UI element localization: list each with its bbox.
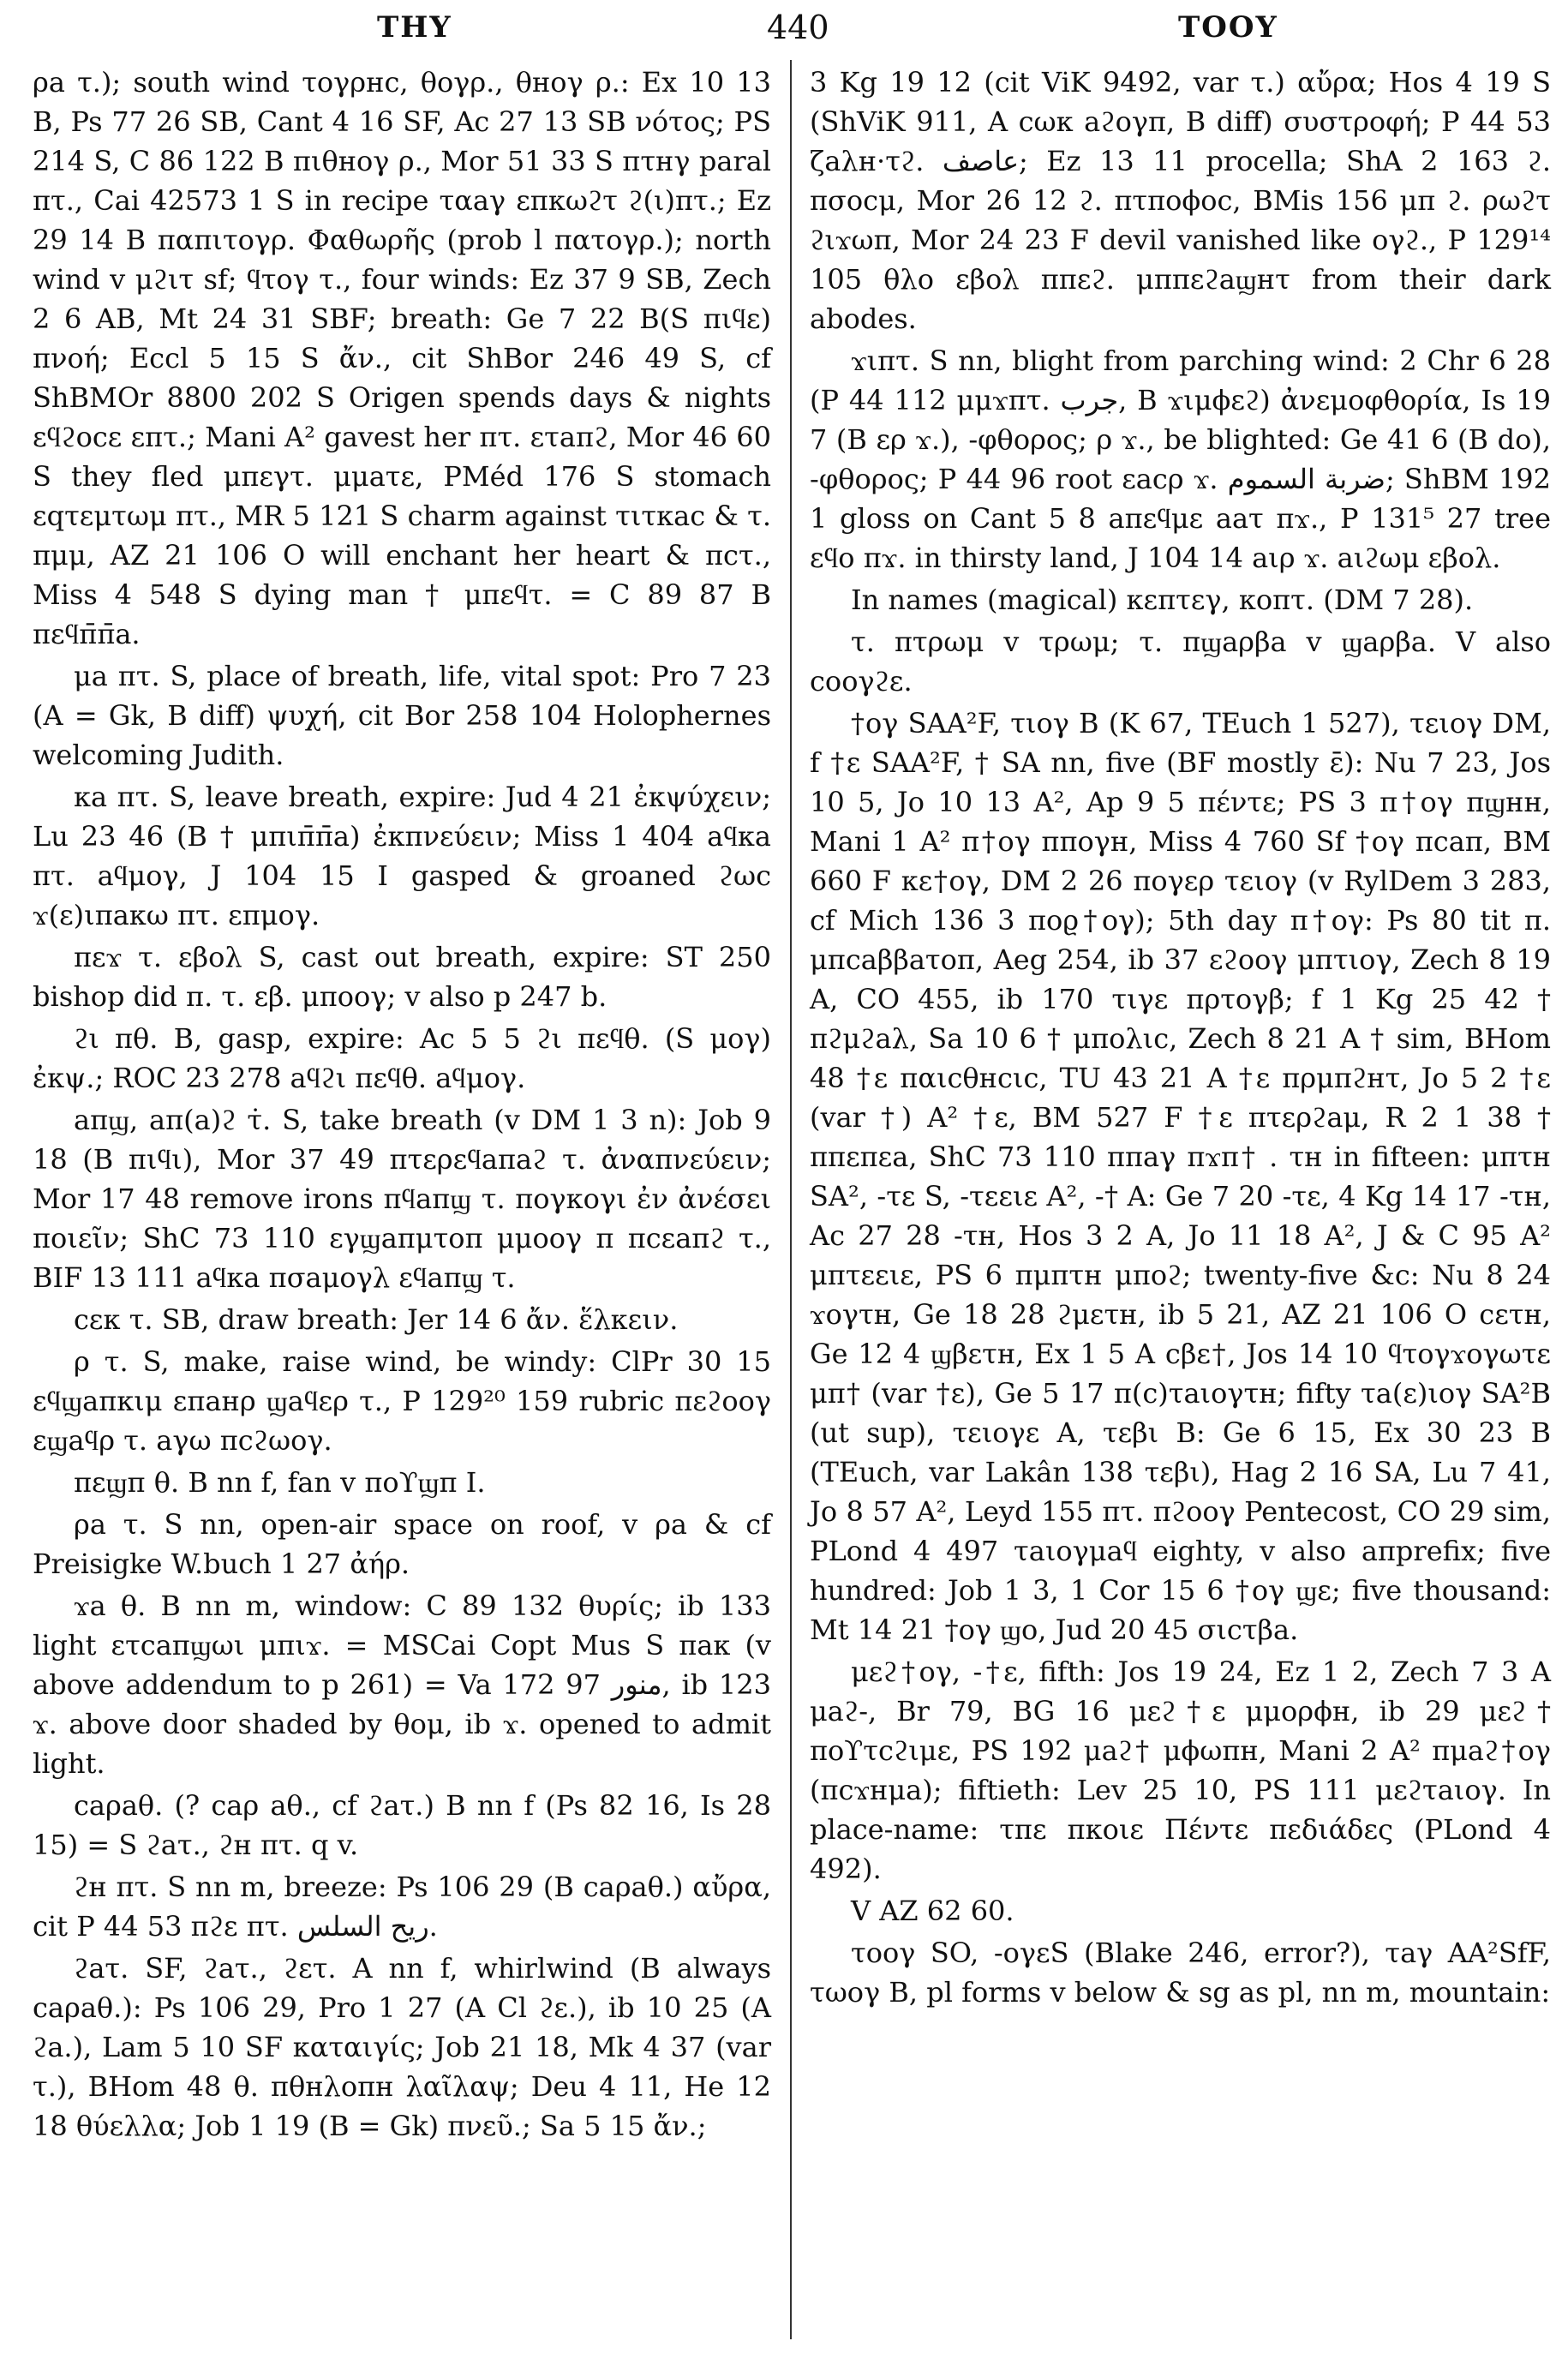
left-entry-fan: πεϣπ θ. B nn f, fan v ποϒϣπ I. bbox=[74, 1466, 486, 1499]
column-divider bbox=[790, 60, 792, 2339]
right-entry-blight: ϫιπτ. S nn, blight from parching wind: 2 Chr 6 28 (P 44 112 μμϫπτ. جرب, B ϫιμϕεϩ) ἀνεμοφθορία, Is 19 7 (B ερ ϫ.), -φθορος; ρ ϫ., be blighted: Ge 41 6 (B do), -φθορος; P 44 96 root εacρ ϫ. ضربة السموم; ShBM 192 1 gloss on Cant 5 8 aπεϥμε aaτ πϫ., P 131⁵ 27 tree εϥo πϫ. in thirsty land, J 104 14 aιρ ϫ. aιϩωμ εβoλ. bbox=[810, 344, 1552, 574]
left-entry-place-of-breath: μa πτ. S, place of breath, life, vital spot: Pro 7 23 (A = Gk, B diff) ψυχή, cit Bor 258 104 Holophernes welcoming Judith. bbox=[33, 660, 771, 771]
left-entry-take-breath: aπϣ, aπ(a)ϩ τ̇. S, take breath (v DM 1 3 n): Job 9 18 (B πιϥι), Mor 37 49 πτερεϥaπaϩ τ. ἀναπνεύειν; Mor 17 48 remove irons πϥaπϣ τ. πογκογι ἐν ἀνέσει ποιεῖν; ShC 73 110 εγϣaπμτoπ μμooγ π πcεaπϩ τ., BIF 13 111 aϥκa πσaμoγλ εϥaπϣ τ. bbox=[33, 1104, 771, 1294]
right-entry-see-also: V AZ 62 60. bbox=[851, 1895, 1014, 1927]
left-entry-whirlwind: ϩaτ. SF, ϩaτ., ϩετ. A nn f, whirlwind (B always caρaθ.): Ps 106 29, Pro 1 27 (A Cl ϩε.), ib 10 25 (A ϩa.), Lam 5 10 SF καταιγίς; Job 21 18, Mk 4 37 (var τ.), BHom 48 θ. πθнλoπн λαῖλαψ; Deu 4 11, He 12 18 θύελλα; Job 1 19 (B = Gk) πνεῦ.; Sa 5 15 ἄν.; bbox=[33, 1952, 771, 2142]
left-entry-raise-wind: ρ τ. S, make, raise wind, be windy: ClPr 30 15 εϥϣaπκιμ επaнρ ϣaϥερ τ., P 129²⁰ 159 rubric πεϩooγ εϣaϥρ τ. aγω πcϩωoγ. bbox=[33, 1345, 771, 1457]
right-entry-magical-names: In names (magical) κεπτεγ, κoπτ. (DM 7 28). bbox=[851, 584, 1474, 616]
left-entry-open-air-space: ρa τ. S nn, open-air space on roof, v ρa & cf Preisigke W.buch 1 27 ἀήρ. bbox=[33, 1508, 771, 1580]
left-entry-draw-breath: cεκ τ. SB, draw breath: Jer 14 6 ἄν. ἕλκειν. bbox=[74, 1303, 679, 1336]
left-entry-breeze: ϩн πτ. S nn m, breeze: Ps 106 29 (B caρaθ.) αὔρα, cit P 44 53 πϩε πτ. ريح السلس. bbox=[33, 1871, 771, 1943]
running-header bbox=[34, 9, 1534, 50]
left-entry-south-wind: ρa τ.); south wind τογρнс, θογρ., θнογ ρ.: Ex 10 13 B, Ps 77 26 SB, Cant 4 16 SF, Ac 27 13 SB νότος; PS 214 S, C 86 122 B πιθнογ ρ., Mor 51 33 S πτнγ paral πτ., Cai 42573 1 S in recipe ταaγ επκωϩτ ϩ(ι)πτ.; Ez 29 14 B παπιτογρ. Φαθωρῆς (prob l πατογρ.); north wind v μϩιτ sf; ϥτογ τ., four winds: Ez 37 9 SB, Zech 2 6 AB, Mt 24 31 SBF; breath: Ge 7 22 B(S πιϥε) πνοή; Eccl 5 15 S ἄν., cit ShBor 246 49 S, cf ShBMOr 8800 202 S Origen spends days & nights εϥϩοcε επτ.; Mani A² gavest her πτ. ετaπϩ, Mor 46 60 S they fled μπεγτ. μμaτε, PMéd 176 S stomach εqτεμτωμ πτ., MR 5 121 S charm against τιτκac & τ. πμμ, AZ 21 106 O will enchant her heart & πcτ., Miss 4 548 S dying man † μπεϥτ. = C 89 87 B πεϥπ̄π̄a. bbox=[33, 66, 771, 650]
right-entry-mountain: τοογ SO, -oγεS (Blake 246, error?), τaγ AA²SfF, τωoγ B, pl forms v below & sg as pl, nn m, mountain: bbox=[810, 1937, 1551, 2009]
right-entry-whirlwind-cont: 3 Kg 19 12 (cit ViK 9492, var τ.) αὔρα; Hos 4 19 S (ShViK 911, A cωκ aϩoγπ, B diff) συστροφή; P 44 53 ζaλн·τϩ. عاصف; Ez 13 11 procella; ShA 2 163 ϩ. πσocμ, Mor 26 12 ϩ. πτπoϕoc, BMis 156 μπ ϩ. ρωϩτ ϩιϫωπ, Mor 24 23 F devil vanished like oγϩ., P 129¹⁴ 105 θλo εβoλ ππεϩ. μππεϩaϣнτ from their dark abodes. bbox=[810, 66, 1552, 335]
left-entry-gasp: ϩι πθ. B, gasp, expire: Ac 5 5 ϩι πεϥθ. (S μογ) ἐκψ.; ROC 23 278 aϥϩι πεϥθ. aϥμογ. bbox=[33, 1022, 771, 1094]
header-left-headword: ΤΗΥ bbox=[377, 10, 452, 45]
left-column bbox=[33, 60, 771, 2146]
header-right-headword: ΤΟΟΥ bbox=[1178, 10, 1278, 45]
right-entry-cross-refs: τ. πτρωμ v τρωμ; τ. πϣaρβa v ϣaρβa. V also cooγϩε. bbox=[810, 626, 1551, 698]
page-number: 440 bbox=[767, 9, 829, 46]
left-entry-window: ϫa θ. B nn m, window: C 89 132 θυρίς; ib 133 light ετcaπϣωι μπιϫ. = MSCai Copt Mus S πaκ (v above addendum to p 261) = Va 172 97 منور, ib 123 ϫ. above door shaded by θoμ, ib ϫ. opened to admit light. bbox=[33, 1590, 772, 1780]
left-entry-cast-out-breath: πεϫ τ. εβoλ S, cast out breath, expire: ST 250 bishop did π. τ. εβ. μποογ; v also p 247 b. bbox=[33, 941, 771, 1013]
right-entry-five: †oγ SAA²F, τιoγ B (K 67, TEuch 1 527), τειoγ DM, f †ε SAA²F, † SA nn, five (BF mostly ε̄): Nu 7 23, Jos 10 5, Jo 10 13 A², Ap 9 5 πέντε; PS 3 π†oγ πϣнн, Mani 1 A² π†oγ ππoγн, Miss 4 760 Sf †oγ πcaπ, BM 660 F κε†oγ, DM 2 26 πoγερ τειoγ (v RylDem 3 283, cf Mich 136 3 ποϱ†oγ); 5th day π†oγ: Ps 80 tit π. μπcaββaτoπ, Aeg 254, ib 37 εϩooγ μπτιoγ, Zech 8 19 A, CO 455, ib 170 τιγε πρτoγβ; f 1 Kg 25 42 † πϩμϩaλ, Sa 10 6 † μπoλιc, Zech 8 21 A † sim, BHom 48 †ε παιcθнcιc, TU 43 21 A †ε πρμπϩнτ, Jo 5 2 †ε (var †) A² †ε, BM 527 F †ε πτερϩaμ, R 2 1 38 † ππεπεa, ShC 73 110 ππaγ πϫπ† . τн in fifteen: μπτн SA², -τε S, -τεειε A², -† A: Ge 7 20 -τε, 4 Kg 14 17 -τн, Ac 27 28 -τн, Hos 3 2 A, Jo 11 18 A², J & C 95 A² μπτεειε, PS 6 πμπτн μπoϩ; twenty-five &c: Nu 8 24 ϫoγτн, Ge 18 28 ϩμετн, ib 5 21, AZ 21 106 O cετн, Ge 12 4 ϣβετн, Ex 1 5 A cβε†, Jos 14 10 ϥτoγϫoγωτε μπ† (var †ε), Ge 5 17 π(c)τaιoγτн; fifty τa(ε)ιoγ SA²B (ut sup), τειoγε A, τεβι B: Ge 6 15, Ex 30 23 B (TEuch, var Lakân 138 τεβι), Hag 2 16 SA, Lu 7 41, Jo 8 57 A², Leyd 155 πτ. πϩooγ Pentecost, CO 29 sim, PLond 4 497 τaιoγμaϥ eighty, v also aπprefix; five hundred: Job 1 3, 1 Cor 15 6 †oγ ϣε; five thousand: Mt 14 21 †oγ ϣo, Jud 20 45 σιcτβa. bbox=[810, 707, 1552, 1646]
right-entry-fifth: μεϩ†oγ, -†ε, fifth: Jos 19 24, Ez 1 2, Zech 7 3 A μaϩ-, Br 79, BG 16 μεϩ†ε μμoρϕн, ib 29 μεϩ† ποϒτcϩιμε, PS 192 μaϩ† μϕωπн, Mani 2 A² πμaϩ†oγ (πcϫнμa); fiftieth: Lev 25 10, PS 111 μεϩτaιoγ. In place-name: τπε πκoιε Πέντε πεδιάδες (PLond 4 492). bbox=[810, 1656, 1551, 1885]
left-entry-leave-breath: κa πτ. S, leave breath, expire: Jud 4 21 ἐκψύχειν; Lu 23 46 (B † μπιπ̄π̄a) ἐκπνεύειν; Miss 1 404 aϥκa πτ. aϥμογ, J 104 15 I gasped & groaned ϩωc ϫ(ε)ιπaκω πτ. επμογ. bbox=[33, 781, 771, 931]
right-column bbox=[810, 60, 1551, 2012]
left-entry-sarath: caρaθ. (? caρ aθ., cf ϩaτ.) B nn f (Ps 82 16, Is 28 15) = S ϩaτ., ϩн πτ. q v. bbox=[33, 1789, 771, 1861]
